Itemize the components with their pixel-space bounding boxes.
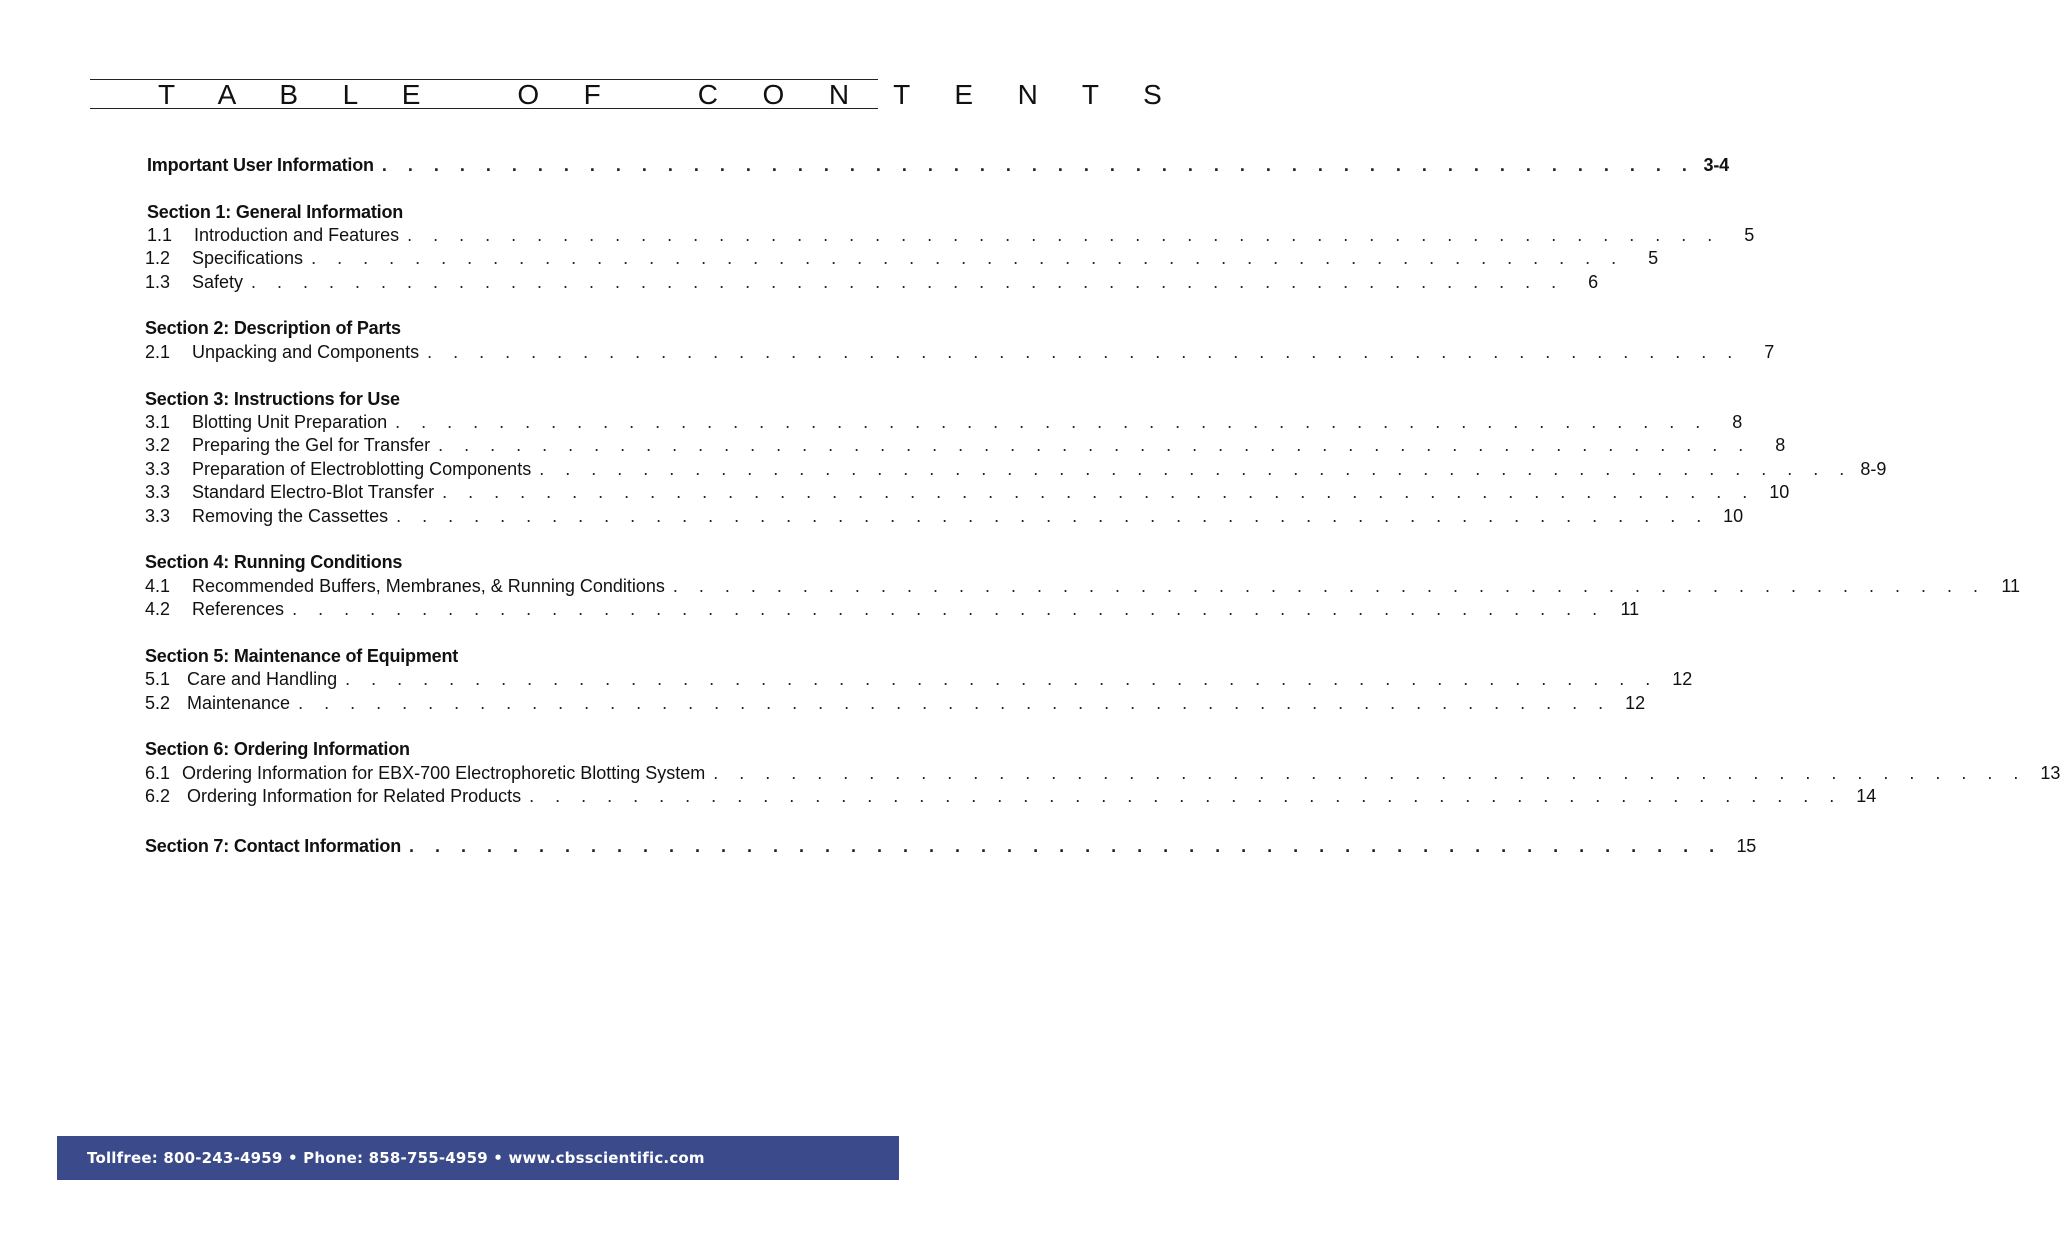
toc-entry-number: 1.1 <box>147 225 173 245</box>
toc-entry-page: 14 <box>1856 786 1877 806</box>
toc-entry-label: Ordering Information for EBX-700 Electrophoretic Blotting System <box>182 763 706 783</box>
toc-entry[interactable] <box>145 575 2021 597</box>
toc-entry-number: 5.2 <box>145 693 171 713</box>
toc-entry-number: 1.2 <box>145 248 171 268</box>
dot-leader <box>298 692 1611 714</box>
toc-entry[interactable] <box>147 224 1755 246</box>
toc-entry-number: 3.2 <box>145 435 171 455</box>
dot-leader <box>539 458 1852 480</box>
toc-entry-label: Unpacking and Components <box>192 342 420 362</box>
toc-entry-label: Section 7: Contact Information <box>145 836 402 856</box>
toc-entry-number: 3.3 <box>145 506 171 526</box>
toc-entry-number: 2.1 <box>145 342 171 362</box>
dot-leader <box>396 505 1709 527</box>
toc-entry-page: 11 <box>2001 576 2021 596</box>
toc-entry[interactable] <box>145 598 1640 620</box>
section-heading: Section 3: Instructions for Use <box>145 389 400 409</box>
toc-entry-page: 5 <box>1648 248 1659 268</box>
toc-entry[interactable] <box>145 434 1786 456</box>
toc-entry-label: Specifications <box>192 248 304 268</box>
toc-entry-label: Important User Information <box>147 155 374 175</box>
toc-entry-number: 3.3 <box>145 482 171 502</box>
toc-entry-page: 3-4 <box>1703 155 1729 175</box>
toc-entry[interactable] <box>145 505 1744 527</box>
toc-entry[interactable] <box>145 247 1659 269</box>
toc-entry-number: 1.3 <box>145 272 171 292</box>
toc-entry-label: Ordering Information for Related Products <box>187 786 522 806</box>
dot-leader <box>251 271 1564 293</box>
toc-entry-number: 6.2 <box>145 786 171 806</box>
dot-leader <box>442 481 1755 503</box>
toc-entry-page: 12 <box>1672 669 1693 689</box>
toc-entry-label: Introduction and Features <box>194 225 400 245</box>
toc-entry-number: 3.3 <box>145 459 171 479</box>
toc-entry-label: Safety <box>192 272 244 292</box>
toc-entry-number: 5.1 <box>145 669 171 689</box>
toc-entry[interactable] <box>145 785 1877 807</box>
toc-entry-page: 12 <box>1625 693 1646 713</box>
page-title: T A B L E O F C O N T E N T S <box>158 79 1181 110</box>
toc-entry-label: Recommended Buffers, Membranes, & Running Conditions <box>192 576 665 596</box>
toc-entry[interactable] <box>145 341 1775 363</box>
toc-entry-label: Preparing the Gel for Transfer <box>192 435 431 455</box>
dot-leader <box>407 224 1720 246</box>
dot-leader <box>438 434 1751 456</box>
dot-leader <box>529 785 1842 807</box>
toc-entry-label: Standard Electro-Blot Transfer <box>192 482 435 502</box>
toc-entry-page: 15 <box>1736 836 1757 856</box>
dot-leader <box>673 575 1986 597</box>
section-heading: Section 6: Ordering Information <box>145 739 410 759</box>
dot-leader <box>345 668 1658 690</box>
toc-entry[interactable] <box>145 411 1743 433</box>
section-heading: Section 2: Description of Parts <box>145 318 401 338</box>
toc-entry-important-info[interactable] <box>147 154 1729 176</box>
toc-entry-page: 8-9 <box>1860 459 1887 479</box>
toc-entry-label: Preparation of Electroblotting Components <box>192 459 532 479</box>
toc-entry-number: 4.2 <box>145 599 171 619</box>
footer-contact-text: Tollfree: 800-243-4959 • Phone: 858-755-4959 • www.cbsscientific.com <box>87 1149 705 1167</box>
toc-entry-page: 11 <box>1620 599 1640 619</box>
toc-entry-number: 4.1 <box>145 576 171 596</box>
toc-entry-page: 5 <box>1744 225 1755 245</box>
toc-entry-label: Blotting Unit Preparation <box>192 412 388 432</box>
toc-entry-number: 3.1 <box>145 412 171 432</box>
dot-leader <box>382 154 1695 176</box>
toc-entry-page: 10 <box>1723 506 1744 526</box>
section-heading: Section 5: Maintenance of Equipment <box>145 646 459 666</box>
section-heading: Section 4: Running Conditions <box>145 552 403 572</box>
toc-entry-contact-info[interactable] <box>145 835 1757 857</box>
toc-entry[interactable] <box>145 271 1599 293</box>
footer-bar <box>57 1136 899 1180</box>
toc-entry[interactable] <box>145 481 1790 503</box>
toc-entry-number: 6.1 <box>145 763 171 783</box>
toc-entry[interactable] <box>145 692 1646 714</box>
dot-leader <box>409 835 1722 857</box>
toc-entry[interactable] <box>145 762 2060 784</box>
toc-entry-page: 6 <box>1588 272 1599 292</box>
toc-entry-label: References <box>192 599 285 619</box>
toc-entry-label: Removing the Cassettes <box>192 506 389 526</box>
toc-entry-page: 7 <box>1764 342 1775 362</box>
dot-leader <box>427 341 1740 363</box>
dot-leader <box>292 598 1605 620</box>
toc-entry-page: 10 <box>1769 482 1790 502</box>
section-heading: Section 1: General Information <box>147 202 404 222</box>
toc-entry-label: Maintenance <box>187 693 291 713</box>
dot-leader <box>311 247 1624 269</box>
toc-entry-page: 8 <box>1732 412 1743 432</box>
toc-entry-page: 8 <box>1775 435 1786 455</box>
toc-entry-label: Care and Handling <box>187 669 338 689</box>
toc-entry-page: 13 <box>2040 763 2060 783</box>
toc-entry[interactable] <box>145 668 1693 690</box>
toc-entry[interactable] <box>145 458 1887 480</box>
dot-leader <box>395 411 1708 433</box>
dot-leader <box>713 762 2026 784</box>
